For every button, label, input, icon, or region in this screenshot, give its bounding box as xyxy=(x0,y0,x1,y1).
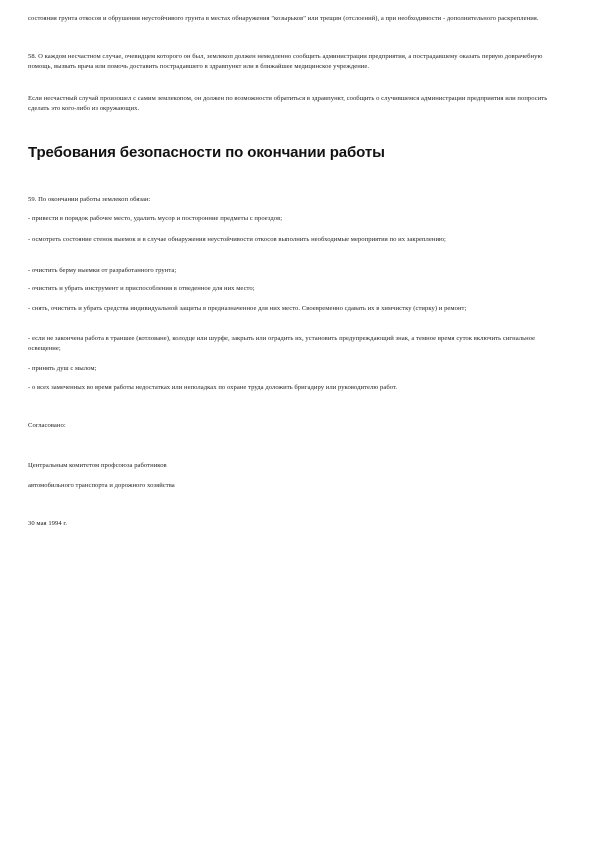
paragraph-slope-inspection: состояния грунта откосов и обрушения неустойчивого грунта в местах обнаружения "козырьков" или трещин (отслоений), а при необходимости - дополнительного раскрепления. xyxy=(28,15,539,22)
paragraph-accident-self: Если несчастный случай произошел с самим землекопом, он должен по возможности обратиться в здравпункт, сообщить о случившемся администрации предприятия или попросить сделать это кого-либо из окружающих. xyxy=(28,95,548,113)
list-item: - очистить и убрать инструмент и приспособления в отведенное для них место; xyxy=(28,285,255,292)
agreed-label: Согласовано: xyxy=(28,422,66,429)
list-item: - о всех замеченных во время работы недостатках или неполадках по охране труда доложить бригадиру или руководителю работ. xyxy=(28,384,398,391)
committee-line-2: автомобильного транспорта и дорожного хозяйства xyxy=(28,482,175,489)
list-item: - принять душ с мылом; xyxy=(28,365,97,372)
list-item: - привести в порядок рабочее место, удалить мусор и посторонние предметы с проездов; xyxy=(28,215,283,222)
list-item: - очистить берму выемки от разработанного грунта; xyxy=(28,267,177,274)
committee-line-1: Центральным комитетом профсоюза работников xyxy=(28,462,167,469)
document-date: 30 мая 1994 г. xyxy=(28,520,68,527)
list-item: - осмотреть состояние стенок выемок и в случае обнаружения неустойчивости откосов выполнить необходимые мероприятия по их закреплению; xyxy=(28,236,446,243)
list-item: - снять, очистить и убрать средства индивидуальной защиты в предназначенное для них место. Своевременно сдавать их в химчистку (стирку) и ремонт; xyxy=(28,305,467,312)
section-heading: Требования безопасности по окончании работы xyxy=(28,144,385,161)
section-intro: 59. По окончании работы землекоп обязан: xyxy=(28,196,151,203)
paragraph-accident-witness: 58. О каждом несчастном случае, очевидцем которого он был, землекоп должен немедленно сообщить администрации предприятия, а пострадавшему оказать первую доврачебную помощь, вызвать врача или помочь доставить пострадавшего в здравпункт или в ближайшее медицинское учреждение. xyxy=(28,53,543,71)
list-item: - если не закончена работа в траншее (котловане), колодце или шурфе, закрыть или оградить их, установить предупреждающий знак, а темное время суток включить сигнальное освещение; xyxy=(28,335,536,353)
